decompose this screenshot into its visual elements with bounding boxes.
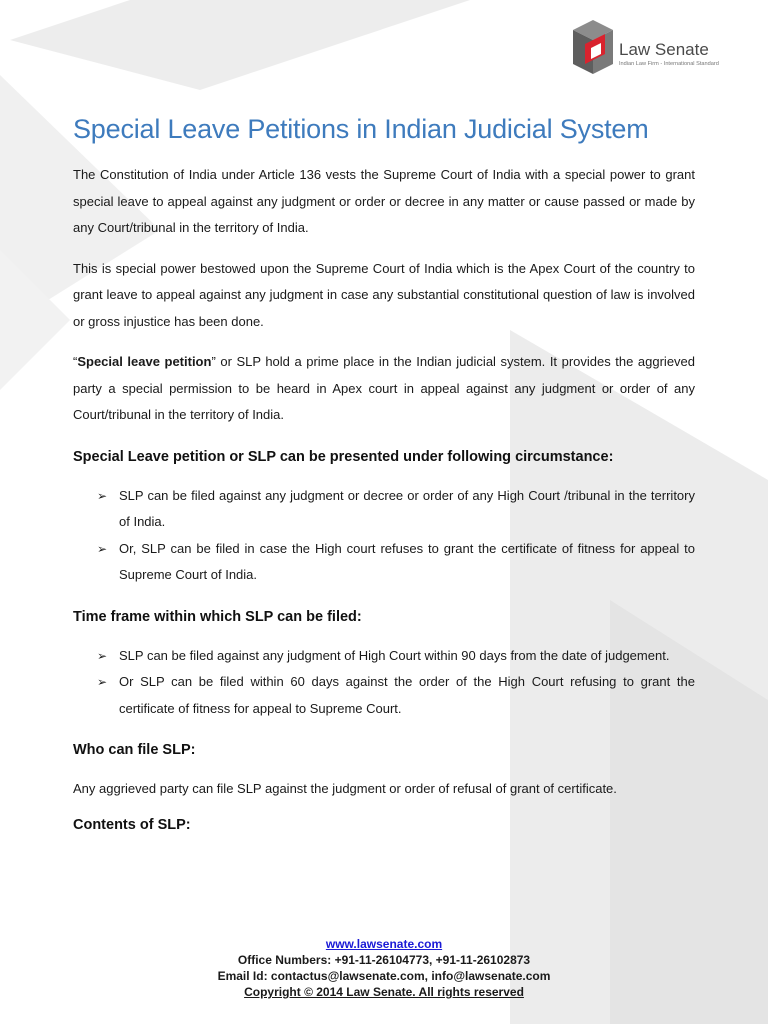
timeframe-heading: Time frame within which SLP can be filed: <box>73 608 362 625</box>
slp-term: Special leave petition <box>77 354 212 369</box>
website-link[interactable]: www.lawsenate.com <box>325 937 443 951</box>
list-item-text: SLP can be filed against any judgment or decree or order of any High Court /tribunal in the territory of India. <box>119 487 695 529</box>
arrow-bullet-icon: ➢ <box>97 488 108 503</box>
copyright-notice: Copyright © 2014 Law Senate. All rights reserved <box>244 985 524 999</box>
page-title: Special Leave Petitions in Indian Judicial System <box>73 114 649 144</box>
law-senate-logo[interactable] <box>571 18 761 80</box>
arrow-bullet-icon: ➢ <box>97 675 108 689</box>
office-numbers: Office Numbers: +91-11-26104773, +91-11-26102873 <box>237 953 531 967</box>
slp-definition-paragraph <box>73 349 695 429</box>
open-quote: “ <box>73 354 78 369</box>
list-item <box>73 536 695 589</box>
list-item-text: SLP can be filed against any judgment of High Court within 90 days from the date of judgement. <box>119 647 670 663</box>
list-item-text: Or, SLP can be filed in case the High court refuses to grant the certificate of fitness for appeal to Supreme Court of India. <box>119 540 695 582</box>
intro-paragraph: The Constitution of India under Article 136 vests the Supreme Court of India with a special power to grant special leave to appeal against any judgment or order or decree in any matter or cause passed or made by any Court/tribunal in the territory of India. <box>73 167 695 235</box>
law-senate-cube-icon <box>571 18 615 76</box>
timeframe-list <box>73 643 695 723</box>
email-ids: Email Id: contactus@lawsenate.com, info@lawsenate.com <box>217 969 551 983</box>
who-can-file-heading: Who can file SLP: <box>73 742 196 758</box>
list-item <box>73 643 695 670</box>
who-can-file-text: Any aggrieved party can file SLP against the judgment or order of refusal of grant of certificate. <box>73 781 617 796</box>
circumstances-list <box>73 483 695 589</box>
page-footer <box>0 936 768 1000</box>
document-body <box>73 114 695 851</box>
list-item-text: Or SLP can be filed within 60 days against the order of the High Court refusing to grant the certificate of fitness for appeal to Supreme Court. <box>119 674 695 716</box>
contents-heading: Contents of SLP: <box>73 816 191 833</box>
apex-court-paragraph: This is special power bestowed upon the Supreme Court of India which is the Apex Court of the country to grant leave to appeal against any judgment in case any substantial constitutional question of law is involved or gross injustice has been done. <box>73 260 695 329</box>
brand-tagline: Indian Law Firm - International Standard <box>619 61 719 67</box>
list-item <box>73 483 695 536</box>
arrow-bullet-icon: ➢ <box>97 541 108 556</box>
brand-name: Law Senate <box>619 40 709 59</box>
list-item <box>73 669 695 722</box>
arrow-bullet-icon: ➢ <box>97 648 108 663</box>
circumstances-heading: Special Leave petition or SLP can be presented under following circumstance: <box>73 448 614 465</box>
slp-definition-text: ” or SLP hold a prime place in the Indian judicial system. It provides the aggrieved party a special permission to be heard in Apex court in appeal against any judgment or order of any Court/tribunal in the territory of India. <box>73 354 696 422</box>
